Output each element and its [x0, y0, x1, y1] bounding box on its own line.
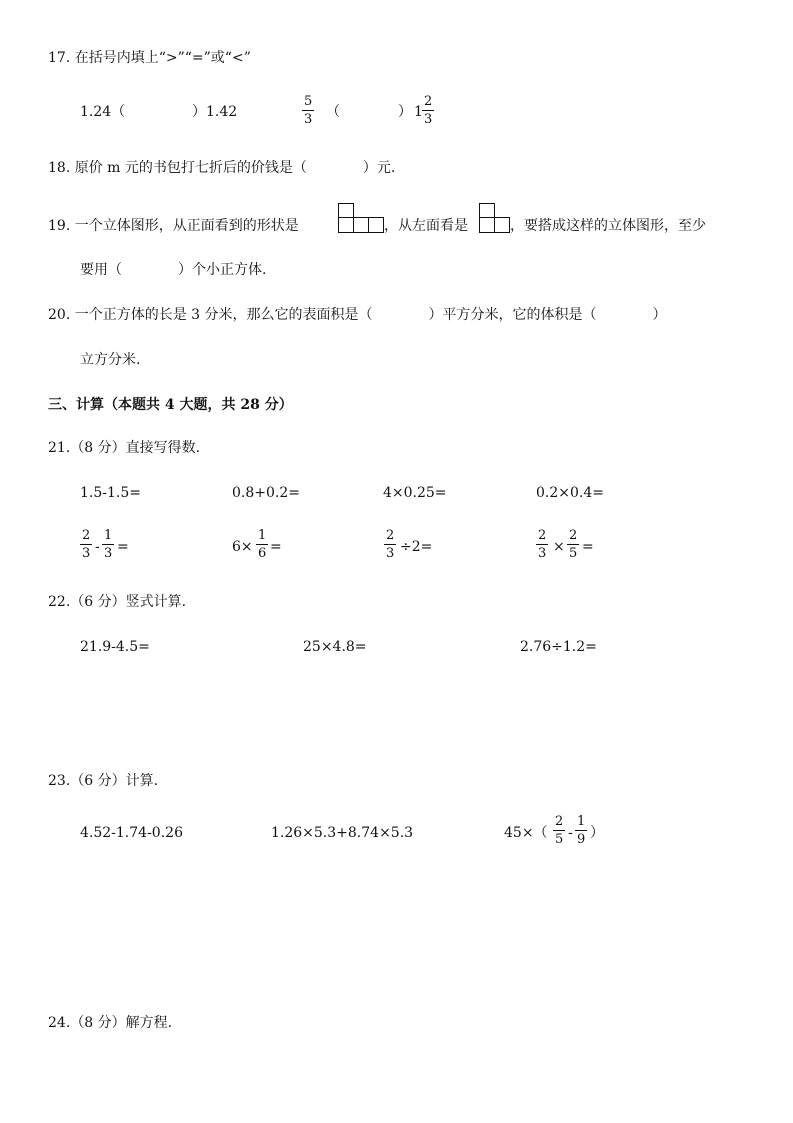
denominator: 6 [258, 546, 267, 561]
q21-e2-pre: 6× [232, 539, 253, 555]
denominator: 3 [304, 112, 313, 127]
q23-e3-pre: 45×（ [504, 825, 548, 841]
q19-part2: ，从左面看是 [384, 218, 468, 234]
q21-e4-eq: = [582, 539, 594, 555]
q23-item-1: 4.52-1.74-0.26 [80, 825, 183, 841]
q19-part1: 19. 一个立体图形，从正面看到的形状是 [48, 218, 299, 234]
denominator: 3 [386, 546, 395, 561]
q20-line1: 20. 一个正方体的长是 3 分米，那么它的表面积是（ ）平方分米，它的体积是（ ） [48, 307, 667, 323]
numerator: 1 [104, 528, 113, 543]
q18-text: 18. 原价 m 元的书包打七折后的价钱是（ ）元. [48, 160, 396, 176]
q17-b-whole: 1 [414, 104, 423, 120]
q21-e3-frac [384, 529, 396, 560]
denominator: 3 [538, 546, 547, 561]
numerator: 2 [424, 94, 433, 109]
q21-e2-frac [256, 529, 268, 560]
q23-item-2: 1.26×5.3+8.74×5.3 [271, 825, 414, 841]
q21-item-3: 4×0.25= [383, 485, 447, 501]
denominator: 5 [555, 832, 564, 847]
denominator: 3 [104, 546, 113, 561]
q21-item-4: 0.2×0.4= [536, 485, 604, 501]
q21-e1-frac2 [102, 529, 114, 560]
q23-e3-frac2 [575, 815, 587, 846]
front-view-shape-icon [338, 203, 384, 233]
left-view-shape-icon [479, 203, 510, 233]
numerator: 2 [386, 528, 395, 543]
q21-e1-frac1 [80, 529, 92, 560]
q24-label: 24.（8 分）解方程. [48, 1015, 173, 1031]
numerator: 2 [82, 528, 91, 543]
q22-item-2: 25×4.8= [303, 639, 367, 655]
q17-b-fraction [302, 95, 314, 126]
q21-item-1: 1.5-1.5= [80, 485, 141, 501]
q19-part3: ，要搭成这样的立体图形，至少 [510, 218, 706, 234]
q23-e3-post: ） [590, 825, 604, 841]
q20-line2: 立方分米. [80, 352, 141, 368]
denominator: 9 [577, 832, 586, 847]
numerator: 5 [304, 94, 313, 109]
q21-e2-eq: = [270, 539, 282, 555]
q17-b-mixed-fraction [422, 95, 434, 126]
numerator: 1 [258, 528, 267, 543]
q23-e3-op: - [568, 825, 573, 841]
q22-item-1: 21.9-4.5= [80, 639, 150, 655]
denominator: 3 [82, 546, 91, 561]
q17-a-right: ）1.42 [192, 104, 238, 120]
q21-e1-eq: = [117, 539, 129, 555]
q22-label: 22.（6 分）竖式计算. [48, 594, 187, 610]
numerator: 1 [577, 814, 586, 829]
denominator: 5 [569, 546, 578, 561]
q17-b-open: （ [326, 104, 340, 120]
q21-item-2: 0.8+0.2= [232, 485, 300, 501]
q21-e4-frac1 [536, 529, 548, 560]
q21-label: 21.（8 分）直接写得数. [48, 440, 201, 456]
q23-e3-frac1 [553, 815, 565, 846]
q17-a-left: 1.24（ [80, 104, 126, 120]
numerator: 2 [569, 528, 578, 543]
section3-title: 三、计算（本题共 4 大题，共 28 分） [48, 397, 293, 413]
numerator: 2 [538, 528, 547, 543]
q21-e1-op: - [95, 539, 100, 555]
numerator: 2 [555, 814, 564, 829]
q21-e4-op: × [553, 539, 565, 555]
q19-line2: 要用（ ）个小正方体. [80, 262, 267, 278]
q17-b-close: ） [398, 104, 412, 120]
q22-item-3: 2.76÷1.2= [520, 639, 597, 655]
q21-e4-frac2 [567, 529, 579, 560]
denominator: 3 [424, 112, 433, 127]
q21-e3-post: ÷2= [400, 539, 433, 555]
q17-label: 17. 在括号内填上“>”“=”或“<” [48, 50, 251, 66]
q23-label: 23.（6 分）计算. [48, 773, 159, 789]
